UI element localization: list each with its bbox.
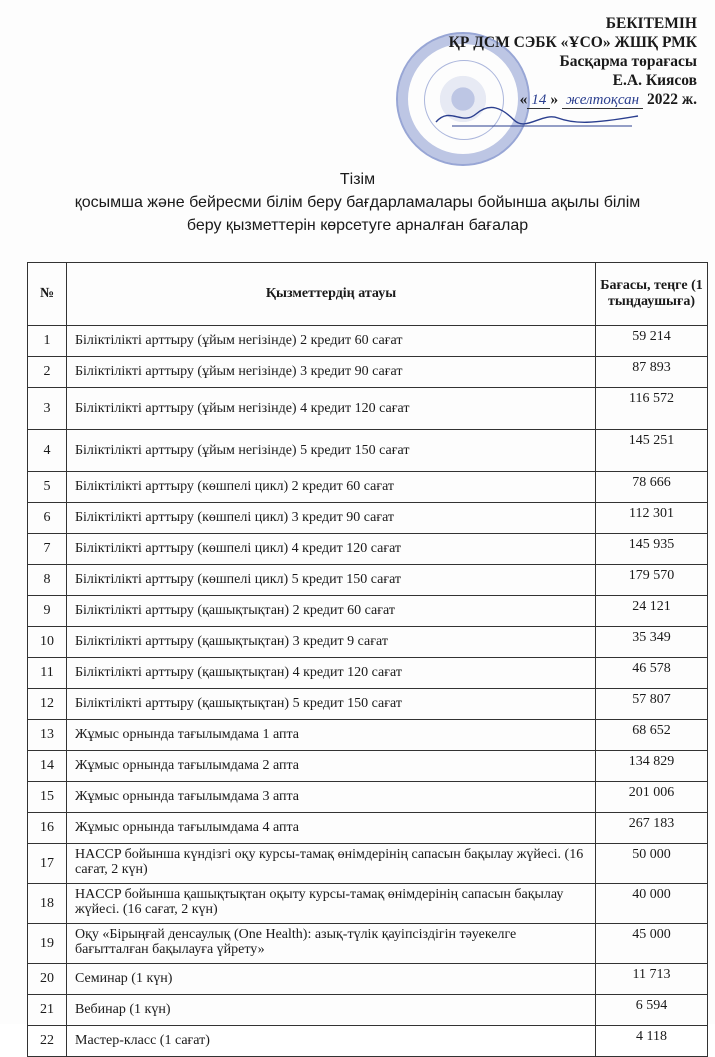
service-name-cell: Вебинар (1 күн) xyxy=(67,995,596,1026)
table-row xyxy=(28,565,708,596)
table-row xyxy=(28,627,708,658)
table-header-row xyxy=(28,263,708,326)
price-cell: 40 000 xyxy=(596,884,708,924)
title-line-1: Тізім xyxy=(339,171,376,188)
table-row xyxy=(28,995,708,1026)
row-number-cell: 20 xyxy=(28,964,67,995)
row-number-cell: 7 xyxy=(28,534,67,565)
row-number-cell: 4 xyxy=(28,430,67,472)
approval-organization: ҚР ДСМ СЭБК «ҰСО» ЖШҚ РМК xyxy=(448,34,697,51)
date-year: 2022 ж. xyxy=(647,91,697,108)
table-row xyxy=(28,720,708,751)
price-cell: 87 893 xyxy=(596,357,708,388)
title-line-2: қосымша және бейресми білім беру бағдарламалары бойынша ақылы білім xyxy=(74,194,641,211)
row-number-cell: 22 xyxy=(28,1026,67,1057)
column-header-price: Бағасы, теңге (1 тыңдаушыға) xyxy=(596,263,708,326)
table-row xyxy=(28,430,708,472)
row-number-cell: 9 xyxy=(28,596,67,627)
row-number-cell: 13 xyxy=(28,720,67,751)
date-open-quote: « xyxy=(519,91,528,108)
price-cell: 57 807 xyxy=(596,689,708,720)
service-name-cell: Біліктілікті арттыру (қашықтықтан) 4 кредит 120 сағат xyxy=(67,658,596,689)
row-number-cell: 17 xyxy=(28,844,67,884)
row-number-cell: 16 xyxy=(28,813,67,844)
row-number-cell: 12 xyxy=(28,689,67,720)
service-name-cell: HACCP бойынша қашықтықтан оқыту курсы-тамақ өнімдерінің сапасын бақылау жүйесі. (16 сағат, 2 күн) xyxy=(67,884,596,924)
table-row xyxy=(28,534,708,565)
table-row xyxy=(28,472,708,503)
price-cell: 179 570 xyxy=(596,565,708,596)
service-name-cell: Семинар (1 күн) xyxy=(67,964,596,995)
price-cell: 45 000 xyxy=(596,924,708,964)
table-row xyxy=(28,844,708,884)
service-name-cell: Біліктілікті арттыру (қашықтықтан) 3 кредит 9 сағат xyxy=(67,627,596,658)
row-number-cell: 3 xyxy=(28,388,67,430)
price-cell: 46 578 xyxy=(596,658,708,689)
row-number-cell: 11 xyxy=(28,658,67,689)
row-number-cell: 6 xyxy=(28,503,67,534)
service-name-cell: Біліктілікті арттыру (ұйым негізінде) 5 кредит 150 сағат xyxy=(67,430,596,472)
table-body xyxy=(28,326,708,1057)
row-number-cell: 19 xyxy=(28,924,67,964)
service-name-cell: Оқу «Бірыңғай денсаулық (One Health): азық-түлік қауіпсіздігін тәуекелге бағытталған бақылауға үйрету» xyxy=(67,924,596,964)
service-name-cell: Жұмыс орнында тағылымдама 3 апта xyxy=(67,782,596,813)
price-cell: 78 666 xyxy=(596,472,708,503)
table-row xyxy=(28,388,708,430)
service-name-cell: Біліктілікті арттыру (көшпелі цикл) 5 кредит 150 сағат xyxy=(67,565,596,596)
price-cell: 59 214 xyxy=(596,326,708,357)
row-number-cell: 18 xyxy=(28,884,67,924)
price-cell: 145 935 xyxy=(596,534,708,565)
row-number-cell: 1 xyxy=(28,326,67,357)
service-name-cell: Біліктілікті арттыру (ұйым негізінде) 4 кредит 120 сағат xyxy=(67,388,596,430)
price-cell: 6 594 xyxy=(596,995,708,1026)
row-number-cell: 2 xyxy=(28,357,67,388)
price-cell: 112 301 xyxy=(596,503,708,534)
service-name-cell: HACCP бойынша күндізгі оқу курсы-тамақ өнімдерінің сапасын бақылау жүйесі. (16 сағат, 2 күн) xyxy=(67,844,596,884)
table-row xyxy=(28,813,708,844)
service-name-cell: Мастер-класс (1 сағат) xyxy=(67,1026,596,1057)
service-name-cell: Біліктілікті арттыру (ұйым негізінде) 3 кредит 90 сағат xyxy=(67,357,596,388)
date-close-quote: » xyxy=(550,91,559,108)
service-name-cell: Жұмыс орнында тағылымдама 1 апта xyxy=(67,720,596,751)
price-cell: 24 121 xyxy=(596,596,708,627)
price-cell: 4 118 xyxy=(596,1026,708,1057)
price-cell: 35 349 xyxy=(596,627,708,658)
service-name-cell: Жұмыс орнында тағылымдама 4 апта xyxy=(67,813,596,844)
table-row xyxy=(28,326,708,357)
approval-block xyxy=(449,14,697,110)
approval-name: Е.А. Киясов xyxy=(612,72,697,89)
price-cell: 116 572 xyxy=(596,388,708,430)
service-name-cell: Біліктілікті арттыру (қашықтықтан) 2 кредит 60 сағат xyxy=(67,596,596,627)
price-cell: 68 652 xyxy=(596,720,708,751)
price-table xyxy=(27,262,708,1057)
column-header-number: № xyxy=(28,263,67,326)
service-name-cell: Біліктілікті арттыру (көшпелі цикл) 4 кредит 120 сағат xyxy=(67,534,596,565)
approval-heading: БЕКІТЕМІН xyxy=(605,15,697,32)
title-line-3: беру қызметтерін көрсетуге арналған бағалар xyxy=(186,217,529,234)
row-number-cell: 15 xyxy=(28,782,67,813)
row-number-cell: 5 xyxy=(28,472,67,503)
date-day-handwritten: 14 xyxy=(527,92,550,109)
table-row xyxy=(28,689,708,720)
service-name-cell: Жұмыс орнында тағылымдама 2 апта xyxy=(67,751,596,782)
table-row xyxy=(28,964,708,995)
table-row xyxy=(28,357,708,388)
table-row xyxy=(28,596,708,627)
price-cell: 201 006 xyxy=(596,782,708,813)
price-cell: 134 829 xyxy=(596,751,708,782)
price-cell: 50 000 xyxy=(596,844,708,884)
row-number-cell: 14 xyxy=(28,751,67,782)
document-title xyxy=(0,168,715,237)
row-number-cell: 10 xyxy=(28,627,67,658)
table-row xyxy=(28,782,708,813)
handwritten-signature xyxy=(432,100,642,132)
table-row xyxy=(28,884,708,924)
service-name-cell: Біліктілікті арттыру (ұйым негізінде) 2 кредит 60 сағат xyxy=(67,326,596,357)
table-row xyxy=(28,658,708,689)
approval-position: Басқарма төрағасы xyxy=(559,53,697,70)
price-cell: 267 183 xyxy=(596,813,708,844)
column-header-service-name: Қызметтердің атауы xyxy=(67,263,596,326)
row-number-cell: 21 xyxy=(28,995,67,1026)
price-cell: 145 251 xyxy=(596,430,708,472)
service-name-cell: Біліктілікті арттыру (көшпелі цикл) 3 кредит 90 сағат xyxy=(67,503,596,534)
table-row xyxy=(28,751,708,782)
price-cell: 11 713 xyxy=(596,964,708,995)
table-row xyxy=(28,924,708,964)
service-name-cell: Біліктілікті арттыру (көшпелі цикл) 2 кредит 60 сағат xyxy=(67,472,596,503)
date-month-handwritten: желтоқсан xyxy=(562,92,643,109)
service-name-cell: Біліктілікті арттыру (қашықтықтан) 5 кредит 150 сағат xyxy=(67,689,596,720)
table-row xyxy=(28,503,708,534)
table-row xyxy=(28,1026,708,1057)
row-number-cell: 8 xyxy=(28,565,67,596)
